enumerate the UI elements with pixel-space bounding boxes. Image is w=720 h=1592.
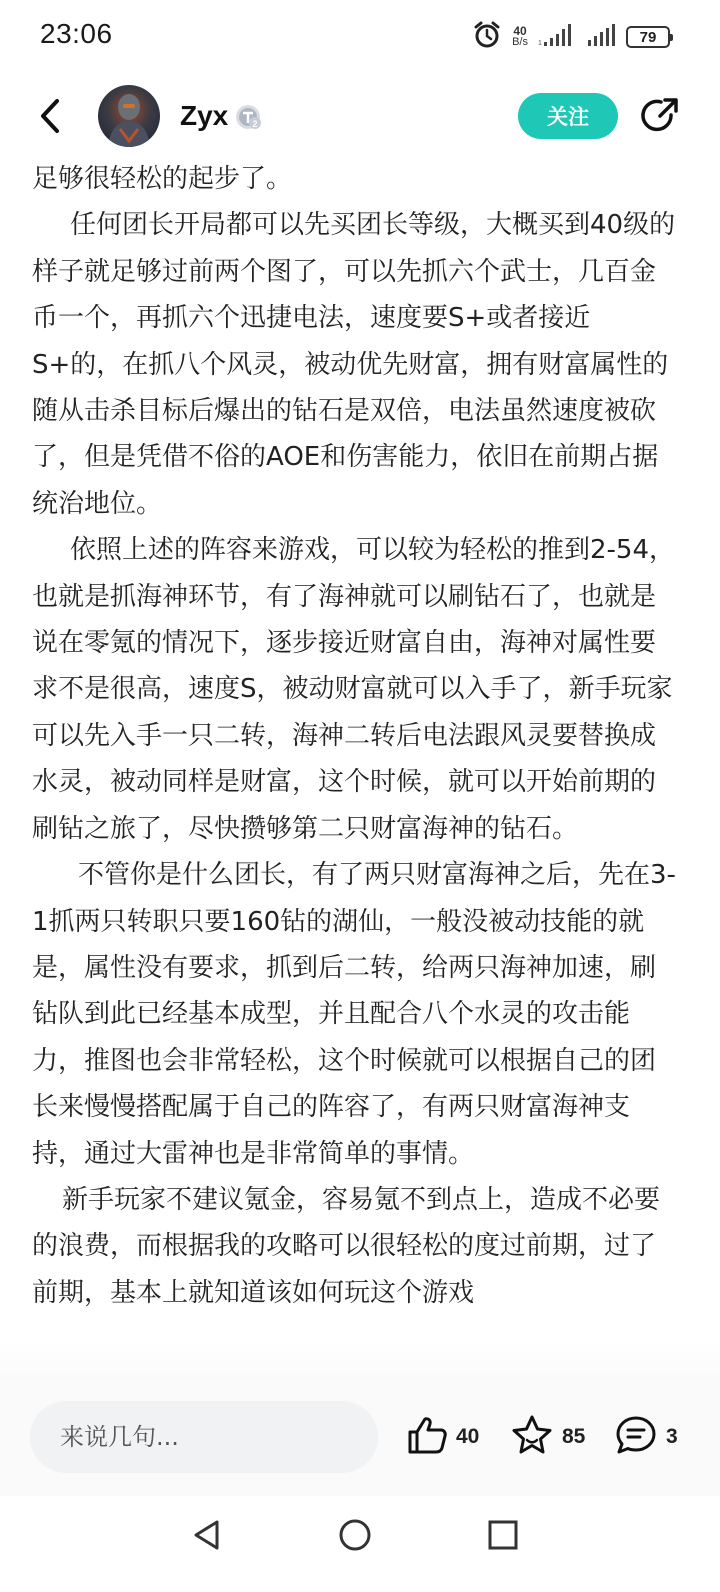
circle-home-icon: [338, 1518, 372, 1556]
comment-icon: [614, 1414, 658, 1460]
share-icon: [639, 95, 681, 141]
like-button[interactable]: [406, 1416, 479, 1458]
favorite-count: 85: [562, 1425, 586, 1448]
triangle-back-icon: [190, 1518, 224, 1556]
level-badge-number: 2: [252, 119, 258, 129]
nav-recent-button[interactable]: [478, 1512, 528, 1562]
chevron-left-icon: [37, 97, 63, 139]
share-button[interactable]: [638, 96, 682, 140]
battery-level: 79: [639, 28, 657, 46]
status-bar: [0, 0, 720, 78]
article-paragraph: 任何团长开局都可以先买团长等级，大概买到40级的样子就足够过前两个图了，可以先抓六个武士，几百金币一个，再抓六个迅捷电法，速度要S+或者接近S+的，在抓八个风灵，被动优先财富，拥有财富属性的随从击杀目标后爆出的钻石是双倍，电法虽然速度被砍了，但是凭借不俗的AOE和伤害能力，依旧在前期占据统治地位。: [32, 210, 676, 519]
level-badge-icon: [234, 103, 262, 131]
action-bar: [0, 1380, 720, 1496]
avatar[interactable]: [98, 85, 160, 147]
net-speed: [512, 26, 528, 48]
author-name[interactable]: Zyx: [180, 100, 229, 131]
comment-button[interactable]: [614, 1416, 678, 1458]
article-body: [32, 156, 680, 1316]
status-icons: [472, 20, 670, 54]
net-speed-value: 40: [513, 24, 527, 38]
signal-icon: [538, 23, 576, 51]
signal-icon: [586, 23, 616, 51]
favorite-button[interactable]: [510, 1416, 585, 1458]
article-paragraph: 新手玩家不建议氪金，容易氪不到点上，造成不必要的浪费，而根据我的攻略可以很轻松的度过前期，过了前期，基本上就知道该如何玩这个游戏: [32, 1184, 661, 1308]
comment-count: 3: [666, 1425, 678, 1448]
article-viewport[interactable]: [0, 156, 720, 1380]
like-count: 40: [456, 1425, 480, 1448]
follow-button[interactable]: 关注: [518, 93, 618, 139]
comment-input[interactable]: [30, 1401, 378, 1473]
thumbs-up-icon: [406, 1415, 448, 1459]
back-button[interactable]: [30, 98, 70, 138]
article-paragraph: 依照上述的阵容来游戏，可以较为轻松的推到2-54，也就是抓海神环节，有了海神就可以刷钻石了，也就是说在零氪的情况下，逐步接近财富自由，海神对属性要求不是很高，速度S，被动财富就可以入手了，新手玩家可以先入手一只二转，海神二转后电法跟风灵要替换成水灵，被动同样是财富，这个时候，就可以开始前期的刷钻之旅了，尽快攒够第二只财富海神的钻石。: [32, 535, 676, 844]
net-speed-unit: B/s: [512, 36, 528, 48]
alarm-icon: [472, 20, 502, 54]
article-paragraph: 不管你是什么团长，有了两只财富海神之后，先在3-1抓两只转职只要160钻的湖仙，一般没被动技能的就是，属性没有要求，抓到后二转，给两只海神加速，刷钻队到此已经基本成型，并且配合八个水灵的攻击能力，推图也会非常轻松，这个时候就可以根据自己的团长来慢慢搭配属于自己的阵容了，有两只财富海神支持，通过大雷神也是非常简单的事情。: [32, 860, 676, 1169]
status-time: 23:06: [40, 18, 113, 49]
square-recent-icon: [486, 1518, 520, 1556]
svg-text:1: 1: [538, 40, 542, 47]
post-header: [0, 78, 720, 156]
star-icon: [510, 1414, 554, 1460]
article-paragraph: 足够很轻松的起步了。: [32, 164, 293, 194]
system-nav-bar: [0, 1496, 720, 1592]
scroll-fade: [0, 1340, 720, 1380]
nav-home-button[interactable]: [330, 1512, 380, 1562]
battery-icon: [626, 26, 670, 48]
nav-back-button[interactable]: [182, 1512, 232, 1562]
